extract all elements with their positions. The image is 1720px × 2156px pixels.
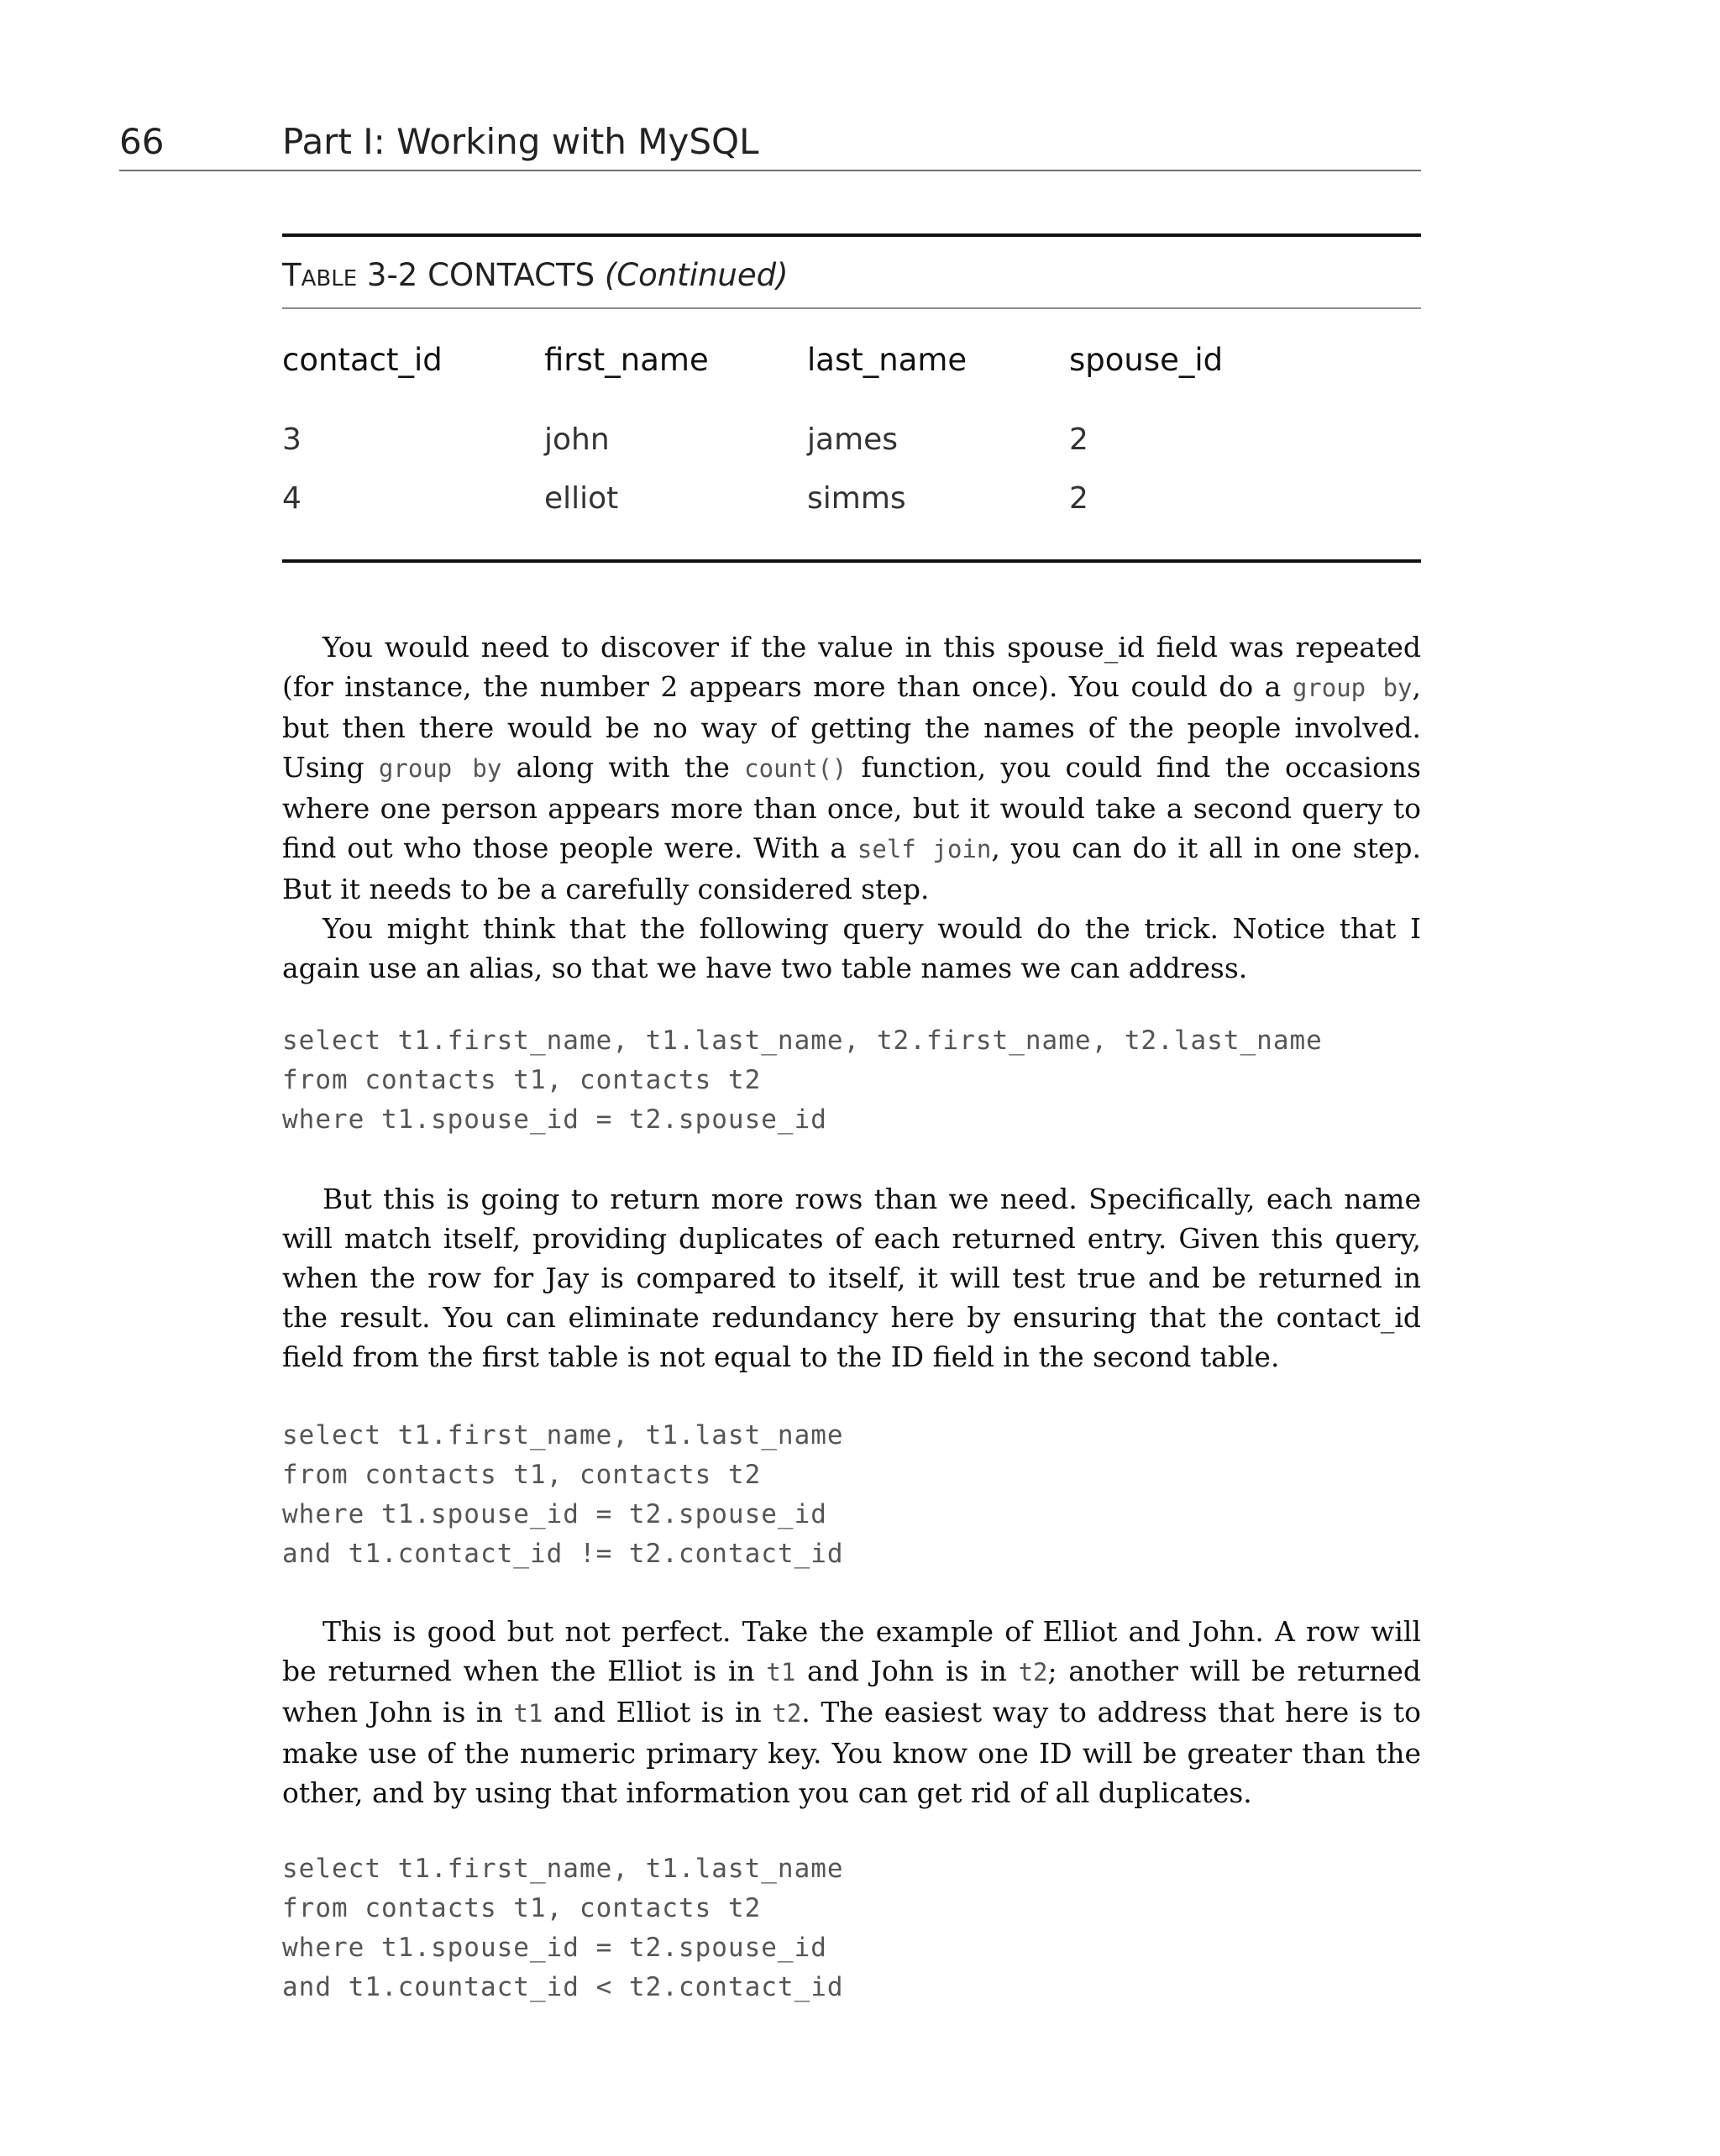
text-run: You would need to discover if the value in this spouse_id field was repeated (for instance, the number 2 appears more than once). You could do a [282,631,1421,703]
column-header: contact_id [282,341,443,378]
code-line: where t1.spouse_id = t2.spouse_id [282,1499,827,1529]
column-header: spouse_id [1069,341,1224,378]
table-name: CONTACTS [427,257,595,293]
code-line: from contacts t1, contacts t2 [282,1065,762,1095]
text-run: This is good but not perfect. Take the example of Elliot and John. A row will be returned when the Elliot is in [282,1615,1421,1687]
table-cell: 2 [1069,480,1088,516]
contacts-table [282,233,1421,563]
table-grid [282,309,1421,527]
code-line: select t1.first_name, t1.last_name, t2.first_name, t2.last_name [282,1026,1323,1056]
code-block [282,1849,1421,2007]
page-header [119,116,1421,171]
column-header: last_name [807,341,968,378]
text-run: , you can do it all in one step. But it needs to be a carefully considered step. [282,831,1421,905]
paragraph [282,1612,1421,1812]
table-continued: (Continued) [604,257,789,293]
column-header: first_name [544,341,709,378]
body-text-section-3 [282,1612,1421,1812]
table-cell: james [807,422,899,457]
inline-code: t1 [513,1699,543,1728]
code-line: select t1.first_name, t1.last_name [282,1854,844,1884]
code-line: where t1.spouse_id = t2.spouse_id [282,1933,827,1963]
code-line: from contacts t1, contacts t2 [282,1460,762,1490]
text-run: function, you could find the occasions where one person appears more than once, but it would take a second query to find out who those people were. With a [282,751,1421,864]
table-label: Table 3-2 [282,257,418,293]
text-run: , but then there would be no way of getting the names of the people involved. Using [282,670,1421,784]
running-head: Part I: Working with MySQL [282,121,759,162]
table-cell: simms [807,480,906,516]
inline-code: group by [378,754,502,783]
text-run: . The easiest way to address that here is to make use of the numeric primary key. You know one ID will be greater than the other, and by using that information you can get rid of all duplicates. [282,1696,1421,1809]
table-header-row [282,309,1421,410]
code-line: and t1.countact_id < t2.contact_id [282,1972,844,2002]
text-run: and John is in [795,1655,1019,1687]
inline-code: t2 [1018,1658,1048,1687]
table-cell: 4 [282,480,302,516]
table-bottom-rule [282,527,1421,563]
code-line: and t1.contact_id != t2.contact_id [282,1539,844,1569]
paragraph [282,627,1421,909]
page-number: 66 [119,121,165,162]
table-cell: john [544,422,610,457]
text-run: ; another will be returned when John is in [282,1655,1421,1728]
inline-code: t1 [766,1658,796,1687]
text-run: and Elliot is in [543,1696,773,1728]
body-text-section-2 [282,1179,1421,1377]
table-cell: elliot [544,480,619,516]
text-run: along with the [501,751,745,784]
paragraph: But this is going to return more rows than we need. Specifically, each name will match itself, providing duplicates of each returned entry. Given this query, when the row for Jay is compared to itself, it will test true and be returned in the result. You can eliminate redundancy here by ensuring that the contact_id field from the first table is not equal to the ID field in the second table. [282,1183,1421,1373]
inline-code: t2 [772,1699,802,1728]
table-cell: 2 [1069,422,1088,457]
inline-code: group by [1292,674,1413,702]
paragraph: You might think that the following query would do the trick. Notice that I again use an alias, so that we have two table names we can address. [282,912,1421,984]
code-line: where t1.spouse_id = t2.spouse_id [282,1104,827,1135]
table-row [282,410,1421,469]
table-row [282,469,1421,527]
code-block [282,1416,1421,1574]
inline-code: count() [744,754,847,783]
code-line: select t1.first_name, t1.last_name [282,1420,844,1450]
code-line: from contacts t1, contacts t2 [282,1893,762,1923]
code-block [282,1021,1421,1140]
table-cell: 3 [282,422,302,457]
inline-code: self join [857,835,992,863]
table-caption [282,237,1421,309]
body-text-section-1 [282,627,1421,988]
